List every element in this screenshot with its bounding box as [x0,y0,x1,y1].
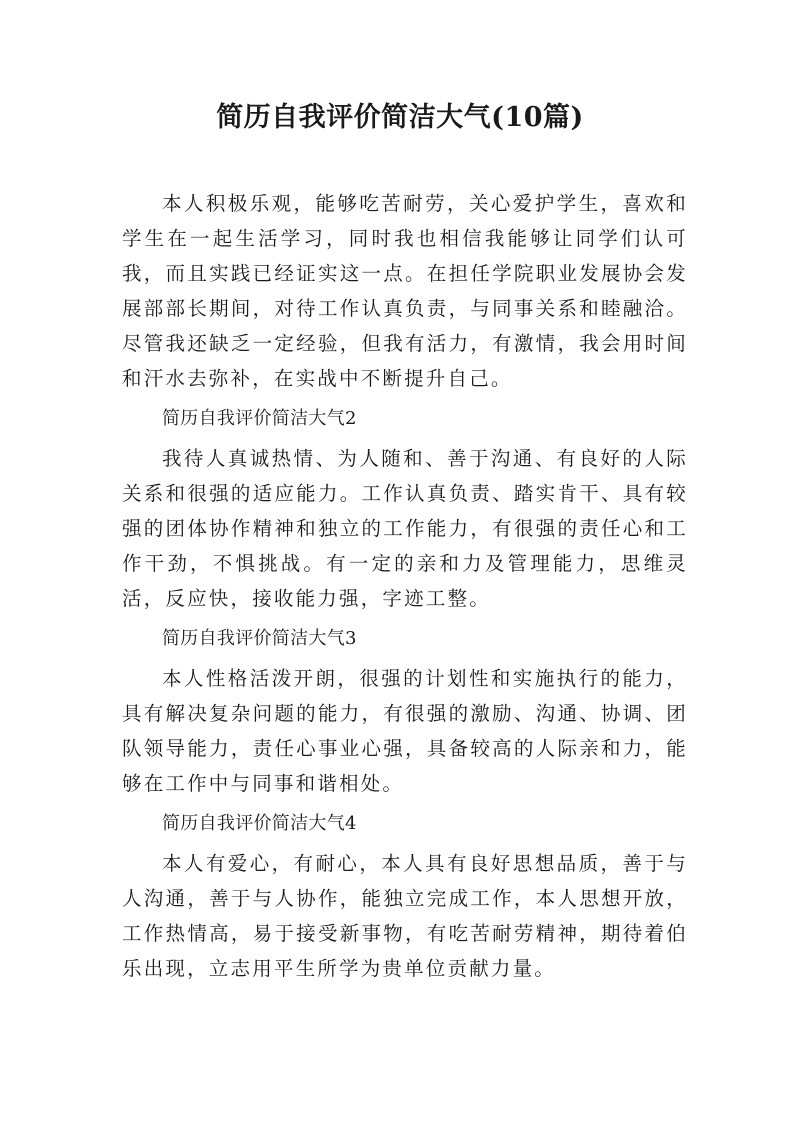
paragraph-3: 本人性格活泼开朗，很强的计划性和实施执行的能力，具有解决复杂问题的能力，有很强的激励、沟通、协调、团队领导能力，责任心事业心强，具备较高的人际亲和力，能够在工作中与同事和谐相处。 [122,667,688,795]
paragraph-2: 我待人真诚热情、为人随和、善于沟通、有良好的人际关系和很强的适应能力。工作认真负责、踏实肯干、具有较强的团体协作精神和独立的工作能力，有很强的责任心和工作干劲，不惧挑战。有一定的亲和力及管理能力，思维灵活，反应快，接收能力强，字迹工整。 [122,447,688,610]
section-heading-3: 简历自我评价简洁大气3 [162,628,357,649]
paragraph-4: 本人有爱心，有耐心，本人具有良好思想品质，善于与人沟通，善于与人协作，能独立完成工作，本人思想开放，工作热情高，易于接受新事物，有吃苦耐劳精神，期待着伯乐出现，立志用平生所学为贵单位贡献力量。 [122,852,688,980]
document-title: 简历自我评价简洁大气(10篇) [216,102,584,133]
section-heading-2: 简历自我评价简洁大气2 [162,408,357,429]
paragraph-1: 本人积极乐观，能够吃苦耐劳，关心爱护学生，喜欢和学生在一起生活学习，同时我也相信我能够让同学们认可我，而且实践已经证实这一点。在担任学院职业发展协会发展部部长期间，对待工作认真负责，与同事关系和睦融洽。尽管我还缺乏一定经验，但我有活力，有激情，我会用时间和汗水去弥补，在实战中不断提升自己。 [122,192,688,390]
section-heading-4: 简历自我评价简洁大气4 [162,813,357,834]
document-body [122,186,688,991]
